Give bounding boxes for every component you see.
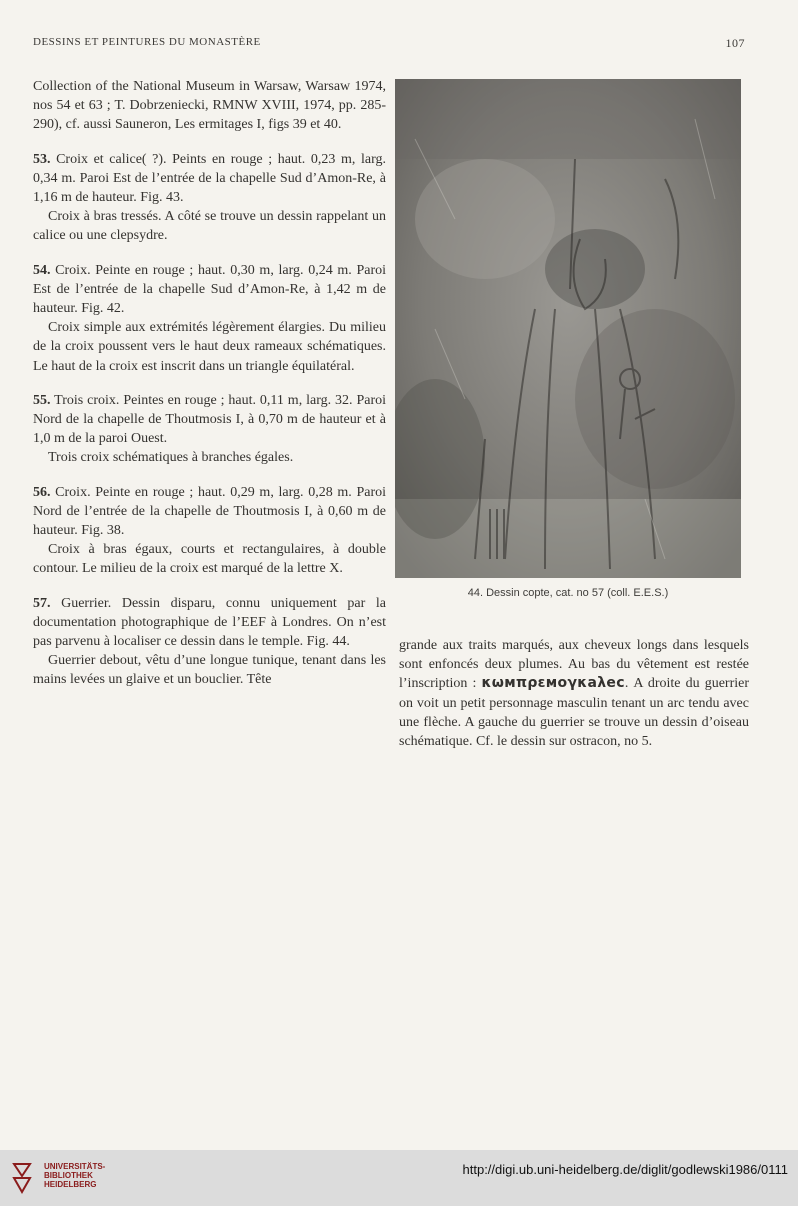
entry-57-description: Guerrier debout, vêtu d’une longue tunique, tenant dans les mains levées un glaive et un bouclier. Tête (33, 653, 386, 688)
entry-54 (33, 261, 386, 319)
digital-copy-url-link[interactable]: http://digi.ub.uni-heidelberg.de/diglit/godlewski1986/0111 (462, 1162, 788, 1177)
entry-number: 53. (33, 151, 51, 167)
university-library-logo-icon[interactable] (10, 1160, 34, 1196)
left-column (33, 77, 386, 690)
entry-53 (33, 150, 386, 208)
running-title: DESSINS ET PEINTURES DU MONASTÈRE (33, 36, 261, 48)
entry-number: 54. (33, 262, 51, 278)
entry-text: Guerrier. Dessin disparu, connu uniquement par la documentation photographique de l’EEF à Londres. On n’est pas parvenu à localiser ce dessin dans le temple. Fig. 44. (33, 595, 386, 650)
entry-56 (33, 483, 386, 541)
entry-53-description: Croix à bras tressés. A côté se trouve un dessin rappelant un calice ou une clepsydre. (33, 209, 386, 244)
page-number: 107 (725, 36, 745, 50)
continuation-text-end: . A droite du guerrier on voit un petit personnage masculin tenant un arc tendu avec une flèche. A gauche du guerrier se trouve un dessin d’oiseau schématique. Cf. le dessin sur ostracon, no 5. (399, 676, 750, 750)
library-name-line2: BIBLIOTHEK (44, 1171, 93, 1180)
library-name-line3: HEIDELBERG (44, 1180, 97, 1189)
footer-bar (0, 1150, 798, 1206)
figure-44-photo (395, 79, 741, 578)
entry-text: Croix. Peinte en rouge ; haut. 0,29 m, larg. 0,28 m. Paroi Nord de l’entrée de la chapelle de Thoutmosis I, à 0,60 m de hauteur. Fig. 38. (33, 484, 386, 539)
entry-55 (33, 391, 386, 449)
entry-number: 57. (33, 595, 51, 611)
right-column (399, 636, 749, 751)
entry-57-continuation (399, 636, 749, 751)
coptic-inscription: κωмπρεмоγκаλес (481, 675, 625, 692)
entry-text: Croix. Peinte en rouge ; haut. 0,30 m, larg. 0,24 m. Paroi Est de l’entrée de la chapelle Sud d’Amon-Re, à 1,42 m de hauteur. Fig. 42. (33, 262, 386, 317)
entry-text: Croix et calice( ?). Peints en rouge ; haut. 0,23 m, larg. 0,34 m. Paroi Est de l’entrée de la chapelle Sud d’Amon-Re, à 1,16 m de hauteur. Fig. 43. (33, 151, 386, 206)
entry-number: 56. (33, 484, 51, 500)
entry-57 (33, 594, 386, 652)
entry-54-description: Croix simple aux extrémités légèrement élargies. Du milieu de la croix poussent vers le haut deux rameaux schématiques. Le haut de la croix est inscrit dans un triangle équilatéral. (33, 320, 386, 374)
library-name[interactable] (44, 1162, 105, 1189)
library-name-line1: UNIVERSITÄTS- (44, 1162, 106, 1171)
entry-56-description: Croix à bras égaux, courts et rectangulaires, à double contour. Le milieu de la croix est marqué de la lettre X. (33, 542, 386, 577)
running-header (33, 36, 745, 48)
entry-55-description: Trois croix schématiques à branches égales. (48, 450, 294, 466)
warrior-drawing-image (395, 79, 741, 578)
entry-text: Trois croix. Peintes en rouge ; haut. 0,11 m, larg. 32. Paroi Nord de la chapelle de Thoutmosis I, à 0,70 m de hauteur et à 1,0 m de la paroi Ouest. (33, 392, 386, 447)
continuation-text: grande aux traits marqués, aux cheveux longs dans lesquels sont enfoncés deux plumes. Au bas du vêtement est restée l’inscription : (399, 638, 749, 692)
entry-number: 55. (33, 392, 51, 408)
paragraph-collection: Collection of the National Museum in Warsaw, Warsaw 1974, nos 54 et 63 ; T. Dobrzeniecki, RMNW XVIII, 1974, pp. 285-290), cf. aussi Sauneron, Les ermitages I, figs 39 et 40. (33, 79, 386, 133)
figure-caption: 44. Dessin copte, cat. no 57 (coll. E.E.S.) (467, 587, 669, 599)
